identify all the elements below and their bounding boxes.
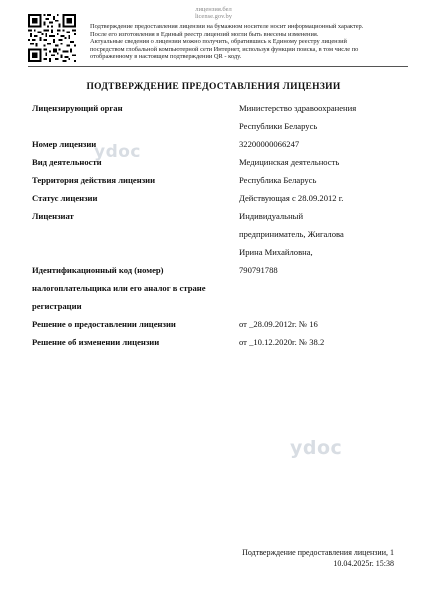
detail-value xyxy=(239,207,402,261)
footer-timestamp: 10.04.2025г. 15:38 xyxy=(333,559,394,568)
detail-label xyxy=(32,207,239,261)
detail-row xyxy=(32,261,402,315)
detail-value xyxy=(239,333,402,351)
detail-label xyxy=(32,189,239,207)
detail-label-line: регистрации xyxy=(32,301,82,311)
detail-value-line: Медицинская деятельность xyxy=(239,157,340,167)
detail-label-line: Номер лицензии xyxy=(32,139,97,149)
detail-value xyxy=(239,171,402,189)
detail-value-line: Министерство здравоохранения xyxy=(239,103,357,113)
detail-label xyxy=(32,99,239,135)
qr-code xyxy=(28,14,76,62)
detail-label xyxy=(32,171,239,189)
detail-label-line: Идентификационный код (номер) xyxy=(32,265,164,275)
detail-value-line: 32200000066247 xyxy=(239,139,300,149)
detail-label-line: Лицензиат xyxy=(32,211,74,221)
notice-line: посредством глобальной компьютерной сети Интернет, используя функции поиска, в том числе по xyxy=(90,45,359,53)
detail-value-line: Республики Беларусь xyxy=(239,121,318,131)
license-details-table xyxy=(32,99,402,351)
detail-value-line: Республика Беларусь xyxy=(239,175,317,185)
detail-label xyxy=(32,261,239,315)
detail-value xyxy=(239,153,402,171)
notice-line: Актуальные сведения о лицензии можно получить, обратившись к Единому реестру лицензий xyxy=(90,38,347,46)
site-domain-cyrillic: лицензия.бел xyxy=(195,6,232,13)
detail-row xyxy=(32,315,402,333)
detail-value-line: предприниматель, Жигалова xyxy=(239,229,344,239)
site-domain-latin: license.gov.by xyxy=(194,13,233,20)
detail-label-line: Статус лицензии xyxy=(32,193,98,203)
detail-row xyxy=(32,207,402,261)
detail-value-line: от _10.12.2020г. № 38.2 xyxy=(239,337,325,347)
detail-value xyxy=(239,261,402,315)
detail-row xyxy=(32,153,402,171)
detail-value xyxy=(239,135,402,153)
detail-row xyxy=(32,99,402,135)
detail-value-line: от _28.09.2012г. № 16 xyxy=(239,319,318,329)
detail-row xyxy=(32,333,402,351)
detail-label-line: Территория действия лицензии xyxy=(32,175,156,185)
detail-value-line: Действующая с 28.09.2012 г. xyxy=(239,193,344,203)
detail-value-line: 790791788 xyxy=(239,265,278,275)
notice-line: После его изготовления в Единый реестр лицензий могли быть внесены изменения. xyxy=(90,30,319,38)
detail-value xyxy=(239,315,402,333)
detail-value xyxy=(239,189,402,207)
document-title: ПОДТВЕРЖДЕНИЕ ПРЕДОСТАВЛЕНИЯ ЛИЦЕНЗИИ xyxy=(86,82,341,92)
watermark: ydoc xyxy=(290,437,343,459)
notice-line: Подтверждение предоставления лицензии на бумажном носителе носит информационный характер. xyxy=(90,23,364,30)
detail-label-line: Лицензирующий орган xyxy=(32,103,123,113)
header-divider xyxy=(28,66,408,67)
detail-label-line: налогоплательщика или его аналог в стране xyxy=(32,283,206,293)
watermark: ydoc xyxy=(94,142,142,162)
detail-row xyxy=(32,135,402,153)
detail-label-line: Решение об изменении лицензии xyxy=(32,337,160,347)
detail-label xyxy=(32,315,239,333)
info-notice xyxy=(90,23,408,61)
detail-row xyxy=(32,171,402,189)
detail-value-line: Индивидуальный xyxy=(239,211,304,221)
detail-row xyxy=(32,189,402,207)
detail-label-line: Решение о предоставлении лицензии xyxy=(32,319,176,329)
footer-page-label: Подтверждение предоставления лицензии, 1 xyxy=(242,548,394,557)
detail-label xyxy=(32,333,239,351)
detail-value xyxy=(239,99,402,135)
detail-value-line: Ирина Михайловна, xyxy=(239,247,313,257)
page-footer xyxy=(174,547,394,569)
detail-label-line: Вид деятельности xyxy=(32,157,102,167)
notice-line: отображенному в настоящем подтверждении QR - коду. xyxy=(90,53,242,61)
